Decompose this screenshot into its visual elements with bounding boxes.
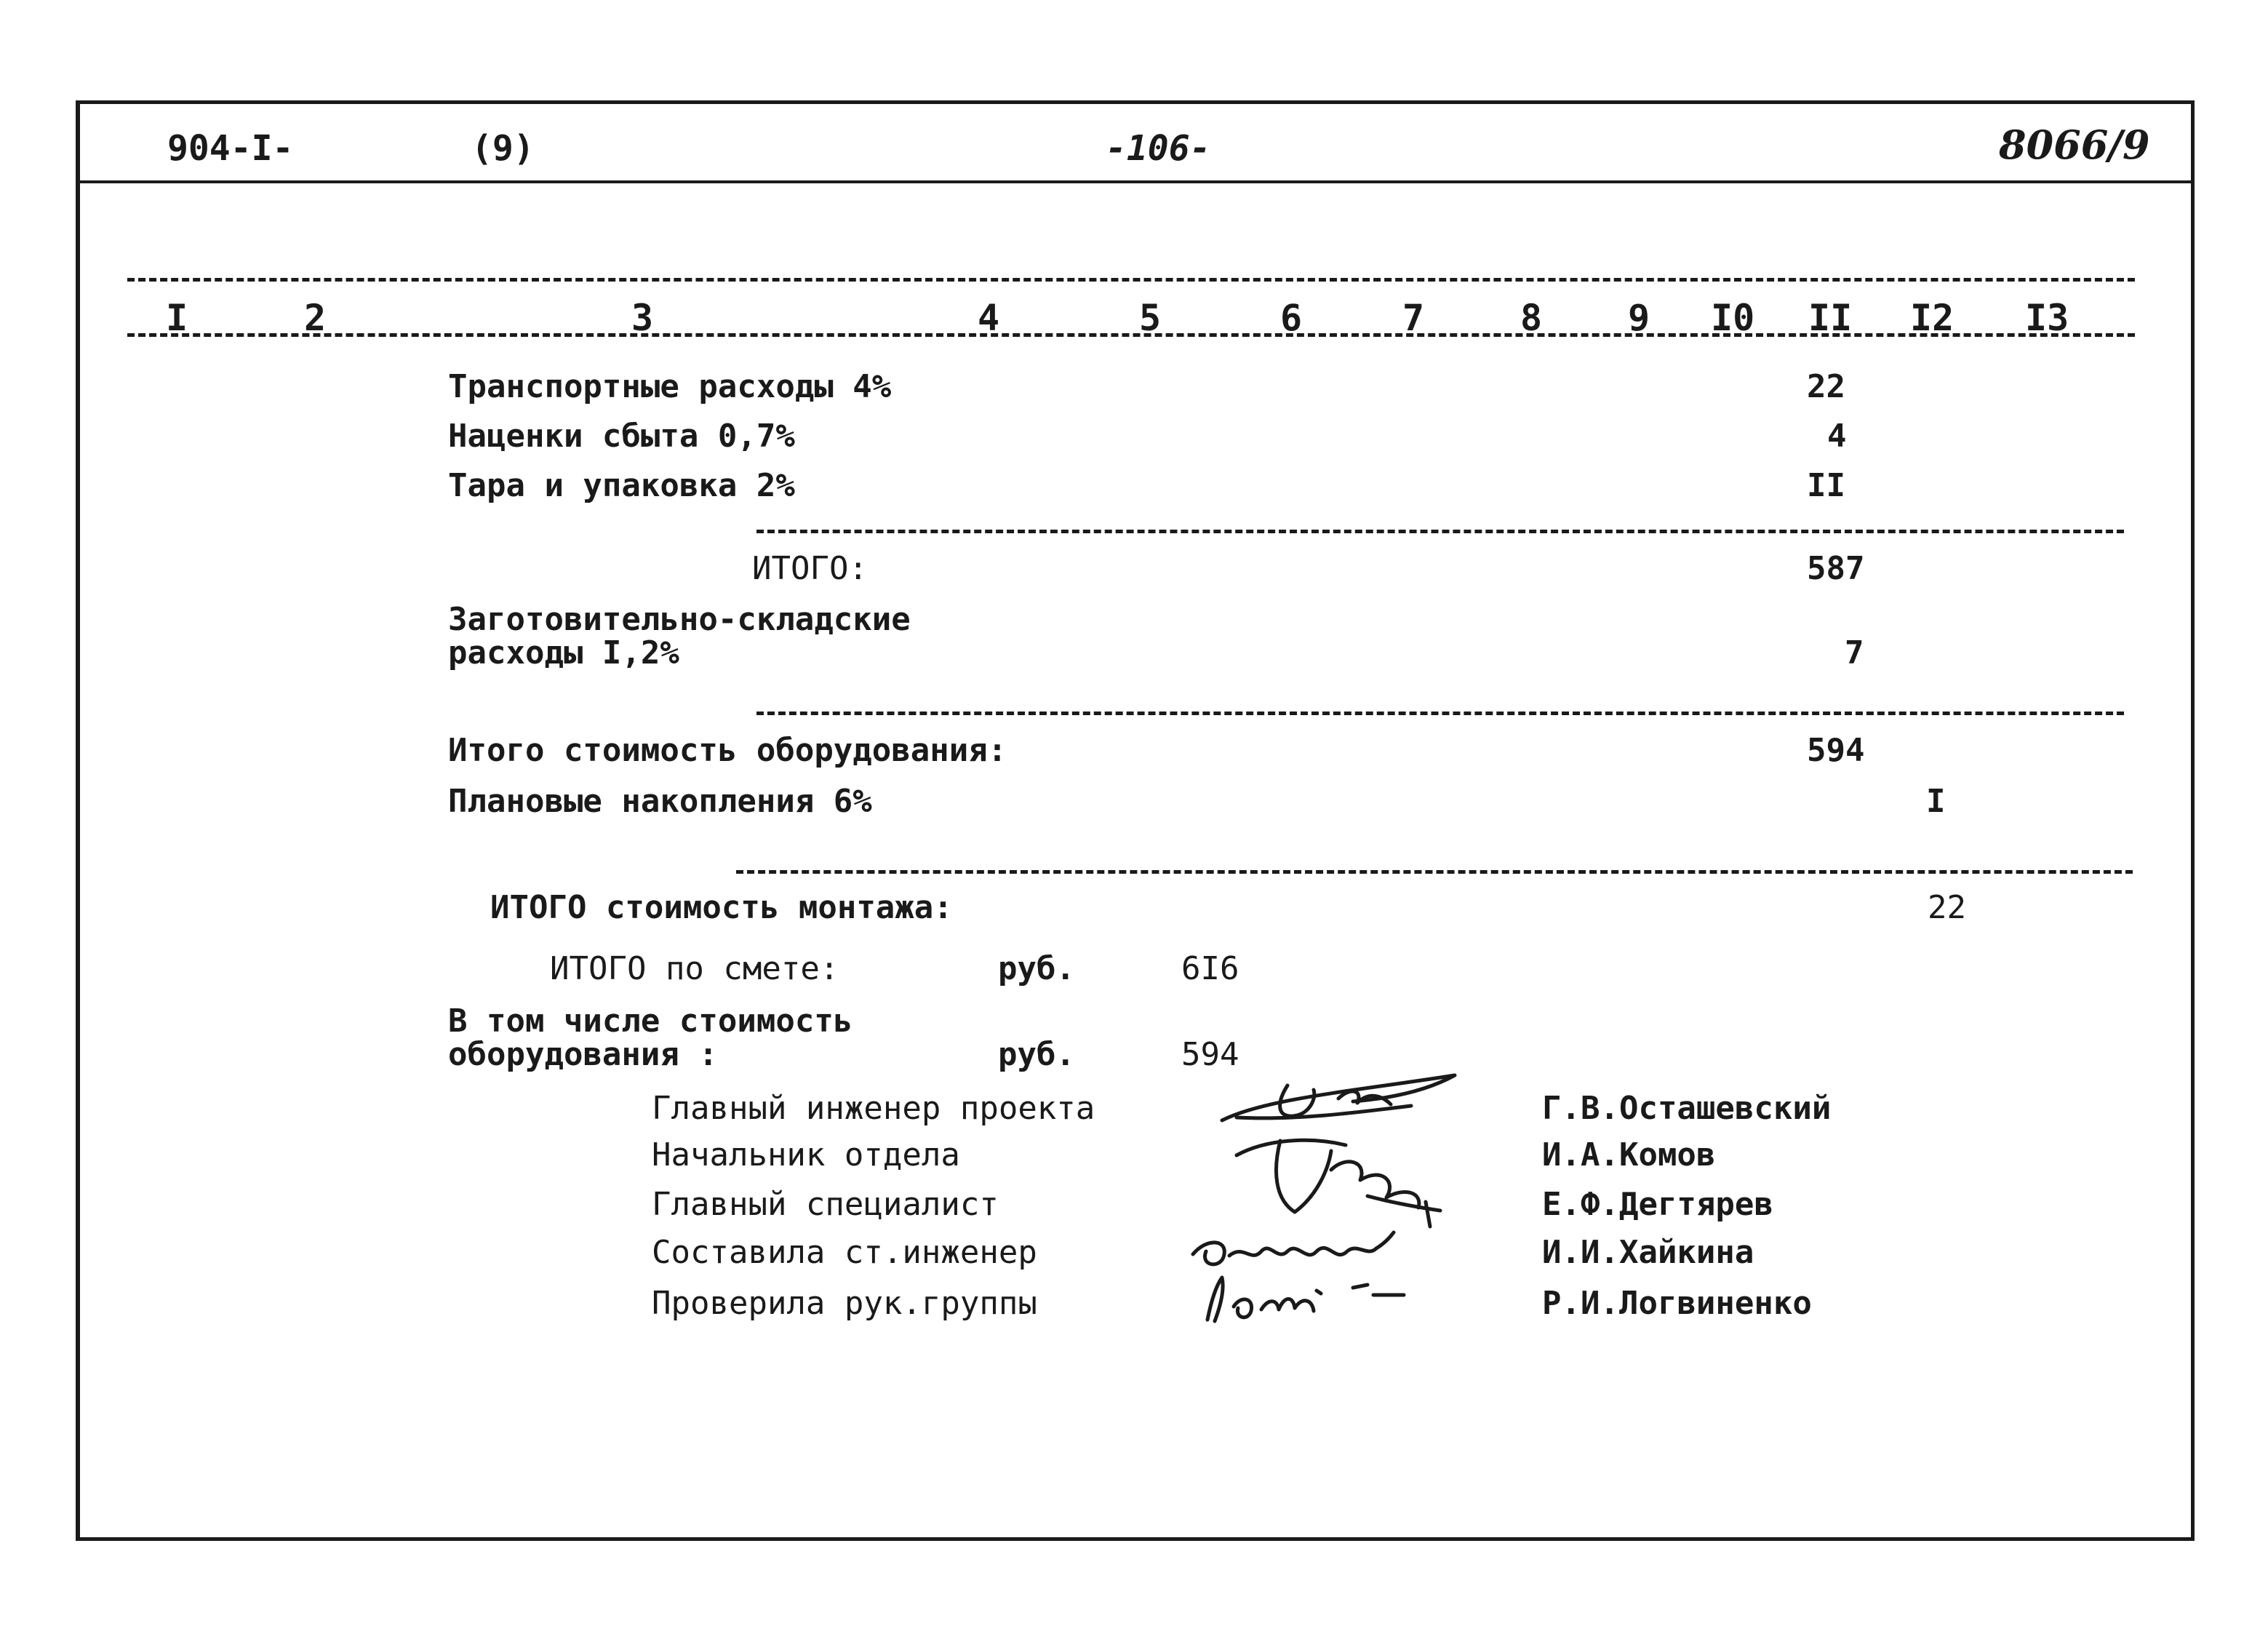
procurement-label-line2: расходы I,2%	[448, 634, 679, 671]
signatory-position: Составила ст.инженер	[652, 1234, 1037, 1271]
installation-total-rule	[736, 870, 2133, 874]
planned-savings-value: I	[1926, 783, 1946, 820]
frame-right-border	[2191, 100, 2195, 1541]
column-number: II	[1808, 297, 1853, 339]
column-header-top-rule	[127, 278, 2135, 282]
frame-left-border	[76, 100, 80, 1541]
column-number: 2	[304, 297, 327, 339]
sales-markup-label: Наценки сбыта 0,7%	[448, 418, 795, 455]
installation-total-label: ИТОГО стоимость монтажа:	[490, 889, 953, 926]
equipment-total-value: 594	[1807, 732, 1865, 769]
including-label-line2: оборудования :	[448, 1036, 718, 1073]
subtotal-label: ИТОГО:	[752, 550, 868, 587]
column-number: I3	[2025, 297, 2069, 339]
subtotal-rule	[756, 530, 2124, 533]
installation-total-value: 22	[1928, 889, 1966, 926]
including-unit: руб.	[998, 1036, 1075, 1073]
packaging-value: II	[1807, 467, 1845, 504]
column-number: I	[166, 297, 188, 339]
equipment-total-label: Итого стоимость оборудования:	[448, 732, 1007, 769]
column-number: I2	[1910, 297, 1954, 339]
signature-chief-engineer	[1207, 1069, 1469, 1135]
frame-top-border	[76, 100, 2194, 104]
signature-group-lead	[1193, 1269, 1426, 1327]
page-number: -106-	[1106, 128, 1211, 169]
column-number: 5	[1139, 297, 1162, 339]
column-number: I0	[1711, 297, 1755, 339]
signatory-position: Начальник отдела	[652, 1136, 960, 1173]
equipment-total-rule	[756, 712, 2124, 715]
column-number: 4	[978, 297, 1000, 339]
planned-savings-label: Плановые накопления 6%	[448, 783, 872, 820]
procurement-label-line1: Заготовительно-складские	[448, 601, 911, 638]
column-number: 9	[1628, 297, 1650, 339]
signatory-name: Р.И.Логвиненко	[1542, 1285, 1812, 1322]
signatory-name: Г.В.Осташевский	[1542, 1090, 1832, 1127]
document-number: 8066/9	[1999, 121, 2150, 168]
signature-department-head	[1222, 1126, 1469, 1235]
procurement-value: 7	[1845, 634, 1864, 671]
column-number: 8	[1520, 297, 1543, 339]
estimate-total-unit: руб.	[998, 950, 1075, 987]
transport-costs-label: Транспортные расходы 4%	[448, 368, 892, 405]
signatory-position: Главный инженер проекта	[652, 1090, 1095, 1127]
transport-costs-value: 22	[1807, 368, 1845, 405]
including-label-line1: В том числе стоимость	[448, 1003, 853, 1040]
issue-number: (9)	[471, 128, 535, 169]
column-number: 7	[1402, 297, 1425, 339]
signature-senior-engineer	[1186, 1222, 1404, 1273]
sales-markup-value: 4	[1827, 418, 1847, 455]
signatory-position: Главный специалист	[652, 1186, 999, 1223]
signatory-name: Е.Ф.Дегтярев	[1542, 1186, 1773, 1223]
signatory-name: И.И.Хайкина	[1542, 1234, 1754, 1271]
signatory-name: И.А.Комов	[1542, 1136, 1716, 1173]
signatory-position: Проверила рук.группы	[652, 1285, 1037, 1322]
column-number: 6	[1280, 297, 1303, 339]
column-number: 3	[631, 297, 654, 339]
frame-bottom-border	[76, 1537, 2194, 1541]
frame-header-divider	[76, 180, 2194, 183]
estimate-total-label: ИТОГО по смете:	[550, 950, 839, 987]
series-code: 904-I-	[167, 128, 294, 169]
packaging-label: Тара и упаковка 2%	[448, 467, 795, 504]
including-value: 594	[1181, 1036, 1239, 1073]
estimate-total-value: 6I6	[1181, 950, 1239, 987]
subtotal-value: 587	[1807, 550, 1865, 587]
